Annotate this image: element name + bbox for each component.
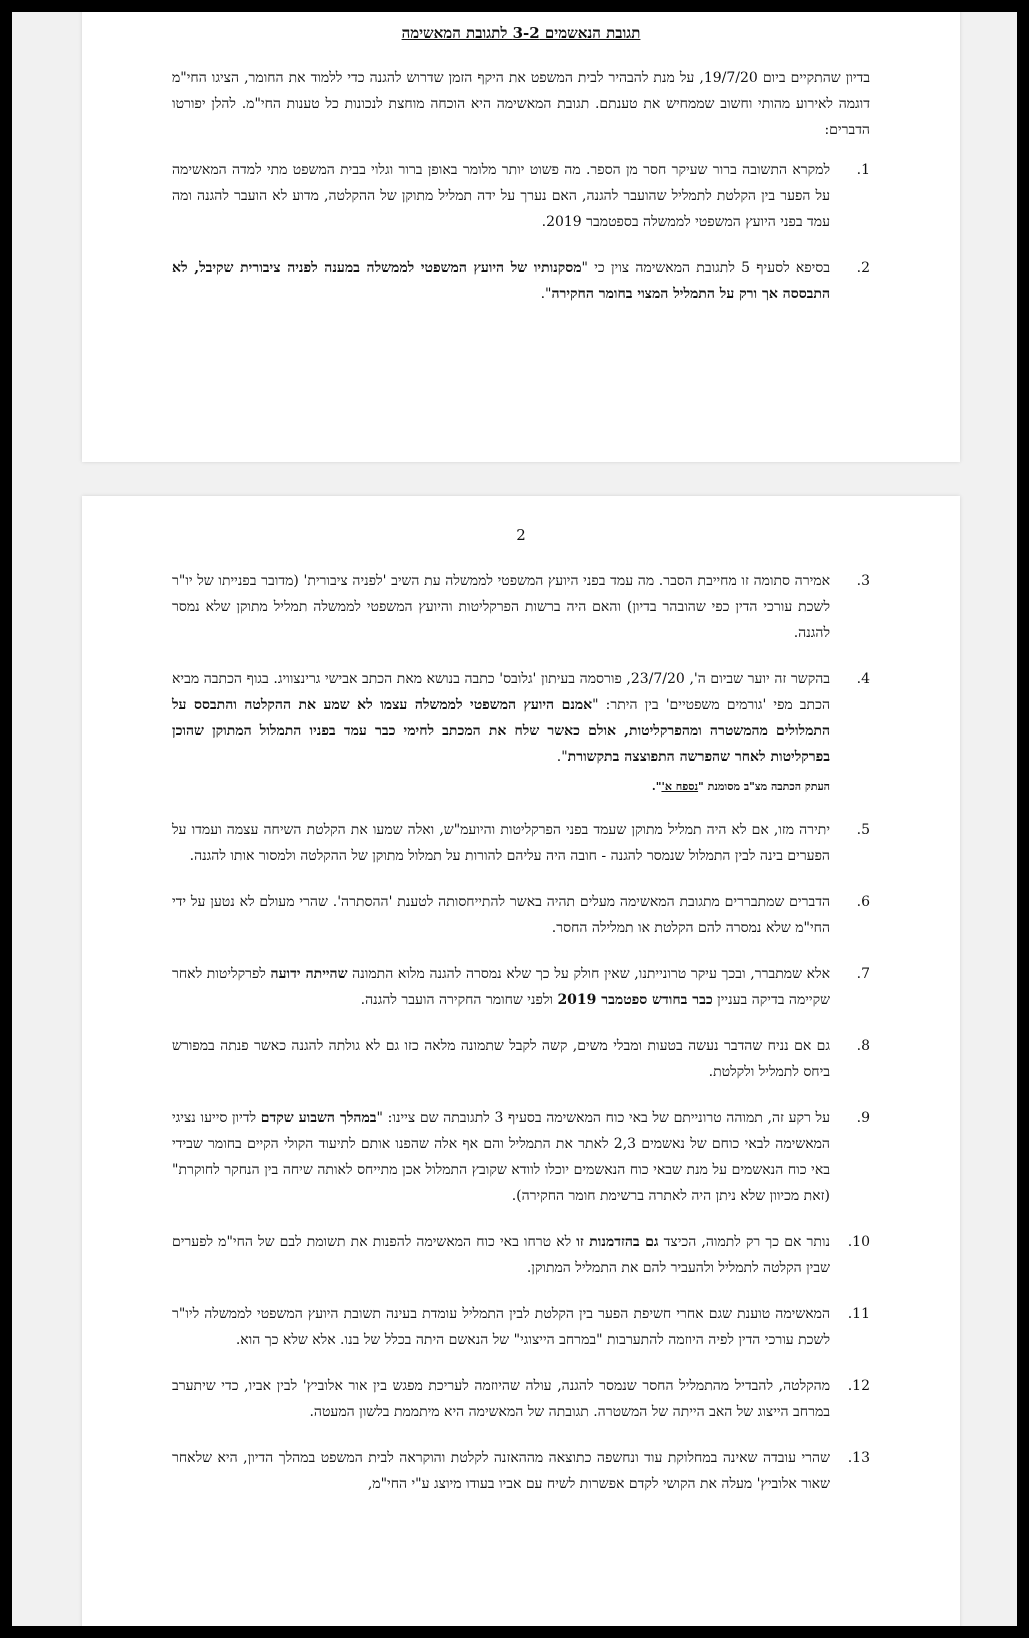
item-text: גם אם נניח שהדבר נעשה בטעות ומבלי משים, קשה לקבל שתמונה מלאה כזו גם לא גולתה להגנה כאשר פנתה במפורש ביחס לתמליל ולקלטת.: [172, 1038, 830, 1080]
item-text: [172, 1105, 830, 1209]
item-text: מהקלטה, להבדיל מהתמליל החסר שנמסר להגנה, עולה שהיוזמה לעריכת מפגש בין אור אלוביץ' לבין אביו, כדי שיתערב במרחב הייצוג של האב הייתה של המשטרה. תגובתה של המאשימה היא מיתממת בלשון המעטה.: [172, 1378, 830, 1420]
item-text-end: ".: [556, 749, 568, 765]
list-item: [172, 1373, 870, 1425]
item-text-plain: נותר אם כך רק לתמוה, הכיצד: [658, 1234, 830, 1250]
item-number: 13.: [847, 1450, 870, 1466]
item-text: [172, 666, 830, 770]
item-text-plain: אלא שמתברר, ובכך עיקר טרונייתנו, שאין חולק על כך שלא נמסרה להגנה מלוא התמונה: [347, 966, 831, 982]
document-page-1: [82, 12, 960, 462]
appendix-note: [172, 780, 830, 793]
list-item: [172, 568, 870, 646]
list-item: [172, 255, 870, 307]
intro-paragraph: בדיון שהתקיים ביום 19/7/20, על מנת להבהיר לבית המשפט את היקף הזמן שדרוש להגנה כדי ללמוד את החומר, הציגו החי"מ דוגמה לאירוע מהותי וחשוב שממחיש את טענתם. תגובת המאשימה היא הוכחה מוחצת לנכונות כל טענות החי"מ. להלן יפורטו הדברים:: [172, 70, 870, 138]
item-text-plain: בסיפא לסעיף 5 לתגובת המאשימה צוין כי ": [581, 260, 830, 276]
item-number: 5.: [856, 822, 870, 838]
item-text-bold: במהלך השבוע שקדם: [260, 1110, 377, 1126]
list-item: [172, 1445, 870, 1497]
item-text-bold: שהייתה ידועה: [270, 966, 348, 982]
item-number: 3.: [856, 573, 870, 589]
item-text-plain: בהקשר זה יוער שביום ה', 23/7/20, פורסמה בעיתון 'גלובס' כתבה בנושא מאת הכתב אבישי גרינצוויג. בגוף הכתבה מביא הכתב מפי 'גורמים משפטיים' בין היתר: ": [172, 671, 830, 713]
document-page-2: [82, 496, 960, 1626]
item-text: [172, 961, 830, 1013]
list-item: [172, 961, 870, 1013]
list-item: [172, 817, 870, 869]
list-item: [172, 1229, 870, 1281]
item-number: 6.: [856, 894, 870, 910]
item-text-bold: אמנם היועץ המשפטי לממשלה עצמו לא שמע את ההקלטה והתבסס על התמלולים מהמשטרה ומהפרקליטות, אולם כאשר שלח את המכתב לחימי כבר עמד בפניו התמלול המתוקן שהוכן בפרקליטות לאחר שהפרשה התפוצצה בתקשורת: [172, 697, 830, 765]
page-number: 2: [516, 526, 526, 544]
list-item: [172, 889, 870, 941]
list-item: [172, 1301, 870, 1353]
item-number: 10.: [847, 1234, 870, 1250]
list-item: [172, 1105, 870, 1209]
appendix-note-prefix: העתק הכתבה מצ"ב מסומנת ": [698, 780, 830, 793]
appendix-note-suffix: ".: [651, 780, 662, 793]
item-text-plain: על רקע זה, תמוהה טרונייתם של באי כוח המאשימה בסעיף 3 לתגובתה שם ציינו: ": [376, 1110, 830, 1126]
list-item: [172, 1033, 870, 1085]
item-text-bold: גם בהזדמנות זו: [576, 1234, 659, 1250]
item-text: המאשימה טוענת שגם אחרי חשיפת הפער בין הקלטת לבין התמליל עומדת בעינה תשובת היועץ המשפטי לממשלה ליו"ר לשכת עורכי הדין לפיה היוזמה להתערבות "במרחב הייצוגי" של הנאשם היתה בכלל של בנו. אלא שלא כך הוא.: [172, 1306, 830, 1348]
list-item: [172, 666, 870, 770]
item-text: למקרא התשובה ברור שעיקר חסר מן הספר. מה פשוט יותר מלומר באופן ברור וגלוי בבית המשפט מתי למדה המאשימה על הפער בין הקלטת לתמליל שהועבר להגנה, האם נערך על ידה תמליל מתוקן של ההקלטה, מדוע לא הועבר להגנה ומה עמד בפני היועץ המשפטי לממשלה בספטמבר 2019.: [172, 162, 830, 230]
item-number: 4.: [856, 671, 870, 687]
document-viewer[interactable]: [12, 12, 1017, 1626]
item-text-bold: מסקנותיו של היועץ המשפטי לממשלה במענה לפניה ציבורית שקיבל, לא התבססה אך ורק על התמליל המצוי בחומר החקירה: [172, 260, 830, 302]
item-text: [172, 1229, 830, 1281]
item-number: 12.: [847, 1378, 870, 1394]
item-number: 8.: [856, 1038, 870, 1054]
item-text-end: לא טרחו באי כוח המאשימה להפנות את תשומת לבם של החי"מ לפערים שבין הקלטה לתמליל ולהעביר להם את התמליל המתוקן.: [172, 1234, 830, 1276]
list-item: [172, 157, 870, 235]
appendix-label: נספח א': [661, 780, 699, 793]
item-text: הדברים שמתבררים מתגובת המאשימה מעלים תהיה באשר להתייחסותה לטענת 'ההסתרה'. שהרי מעולם לא נטען על ידי החי"מ שלא נמסרה להם הקלטת או תמלילה החסר.: [172, 894, 830, 936]
item-text-end: ".: [540, 286, 552, 302]
item-number: 7.: [856, 966, 870, 982]
item-number: 1.: [856, 162, 870, 178]
item-text: יתירה מזו, אם לא היה תמליל מתוקן שעמד בפני הפרקליטות והיועמ"ש, ואלה שמעו את הקלטת השיחה עצמה ועמדו על הפערים בינה לבין התמלול שנמסר להגנה - חובה היה עליהם להורות על תמלול מתוקן של ההקלטה ולמסור אותו להגנה.: [172, 822, 830, 864]
item-text: אמירה סתומה זו מחייבת הסבר. מה עמד בפני היועץ המשפטי לממשלה עת השיב 'לפניה ציבורית' (מדובר בפנייתו של יו"ר לשכת עורכי הדין כפי שהובהר בדיון) והאם היה ברשות הפרקליטות והיועץ המשפטי לממשלה תמליל מתוקן שלא נמסר להגנה.: [172, 573, 830, 641]
item-text: [172, 255, 830, 307]
item-text-bold-2: כבר בחודש ספטמבר 2019: [557, 992, 713, 1008]
item-number: 9.: [856, 1110, 870, 1126]
item-text-end: לדיון סייעו נציגי המאשימה לבאי כוחם של נאשמים 2,3 לאתר את התמליל והם אף אלה שהפנו אותם לתיעוד הקולי הקיים בחומר שבידי באי כוח הנאשמים על מנת שבאי כוח הנאשמים יוכלו לוודא שקובץ התמלול אכן מתייחס לאותה שיחה בין הנחקר לחוקרת" (זאת מכיוון שלא ניתן היה לאתרה ברשימת חומר החקירה).: [172, 1110, 830, 1204]
item-text: שהרי עובדה שאינה במחלוקת עוד ונחשפה כתוצאה מההאזנה לקלטת והוקראה לבית המשפט במהלך הדיון, היא שלאחר שאור אלוביץ' מעלה את הקושי לקדם אפשרות לשיח עם אביו בעודו מיוצג ע"י החי"מ,: [172, 1450, 830, 1492]
item-text-end: ולפני שחומר החקירה הועבר להגנה.: [360, 992, 558, 1008]
item-text-plain-2: לפרקליטות לאחר שקיימה בדיקה בעניין: [172, 966, 830, 1008]
page-title: תגובת הנאשמים 3-2 לתגובת המאשימה: [401, 24, 641, 42]
item-number: 11.: [847, 1306, 870, 1322]
item-number: 2.: [856, 260, 870, 276]
